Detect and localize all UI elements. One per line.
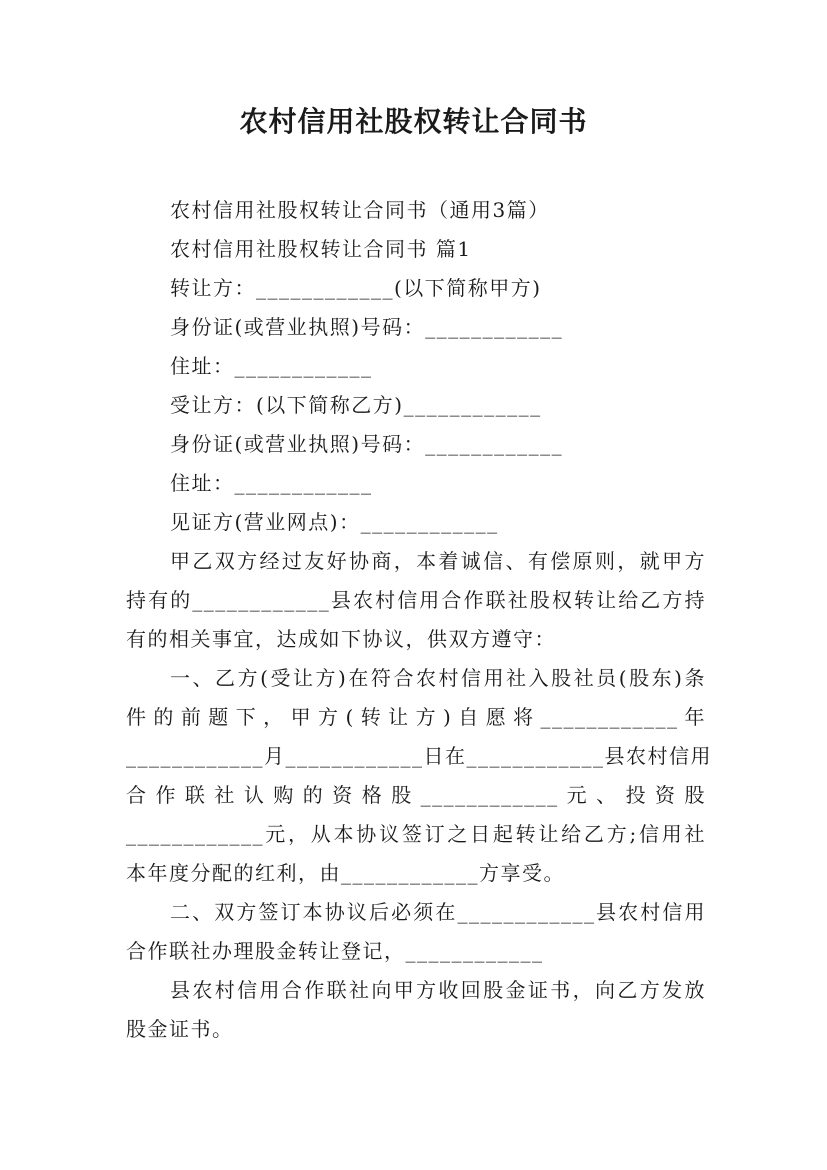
- clause-one-line: 本年度分配的红利，由____________方享受。: [126, 861, 565, 885]
- section-heading: 农村信用社股权转让合同书 篇1: [170, 237, 472, 261]
- clause-two-line: 二、双方签订本协议后必须在____________县农村信用: [170, 900, 706, 924]
- paragraph-line: 县农村信用合作联社向甲方收回股金证书，向乙方发放: [170, 978, 706, 1002]
- clause-one-line: ____________月____________日在____________县农村信用: [126, 744, 712, 768]
- transferor-field: 转让方：____________(以下简称甲方): [170, 276, 542, 300]
- clause-one-line: 件的前题下，甲方(转让方)自愿将____________年: [126, 705, 706, 729]
- subtitle-line: 农村信用社股权转让合同书（通用3篇）: [170, 198, 550, 222]
- transferor-address-field: 住址：____________: [170, 354, 373, 378]
- paragraph-line: 持有的____________县农村信用合作联社股权转让给乙方持: [126, 588, 706, 612]
- paragraph-line: 甲乙双方经过友好协商，本着诚信、有偿原则，就甲方: [170, 549, 706, 573]
- witness-field: 见证方(营业网点)：____________: [170, 510, 499, 534]
- clause-one-line: 合作联社认购的资格股____________元、投资股: [126, 783, 706, 807]
- paragraph-line: 有的相关事宜，达成如下协议，供双方遵守：: [126, 627, 556, 651]
- clause-one-line: 一、乙方(受让方)在符合农村信用社入股社员(股东)条: [170, 666, 706, 690]
- transferee-field: 受让方：(以下简称乙方)____________: [170, 393, 542, 417]
- clause-two-line: 合作联社办理股金转让登记，____________: [126, 939, 544, 963]
- transferor-id-field: 身份证(或营业执照)号码：____________: [170, 315, 564, 339]
- paragraph-line: 股金证书。: [126, 1017, 234, 1041]
- clause-one-line: ____________元，从本协议签订之日起转让给乙方;信用社: [126, 822, 706, 846]
- transferee-id-field: 身份证(或营业执照)号码：____________: [170, 432, 564, 456]
- transferee-address-field: 住址：____________: [170, 471, 373, 495]
- document-title: 农村信用社股权转让合同书: [239, 105, 588, 138]
